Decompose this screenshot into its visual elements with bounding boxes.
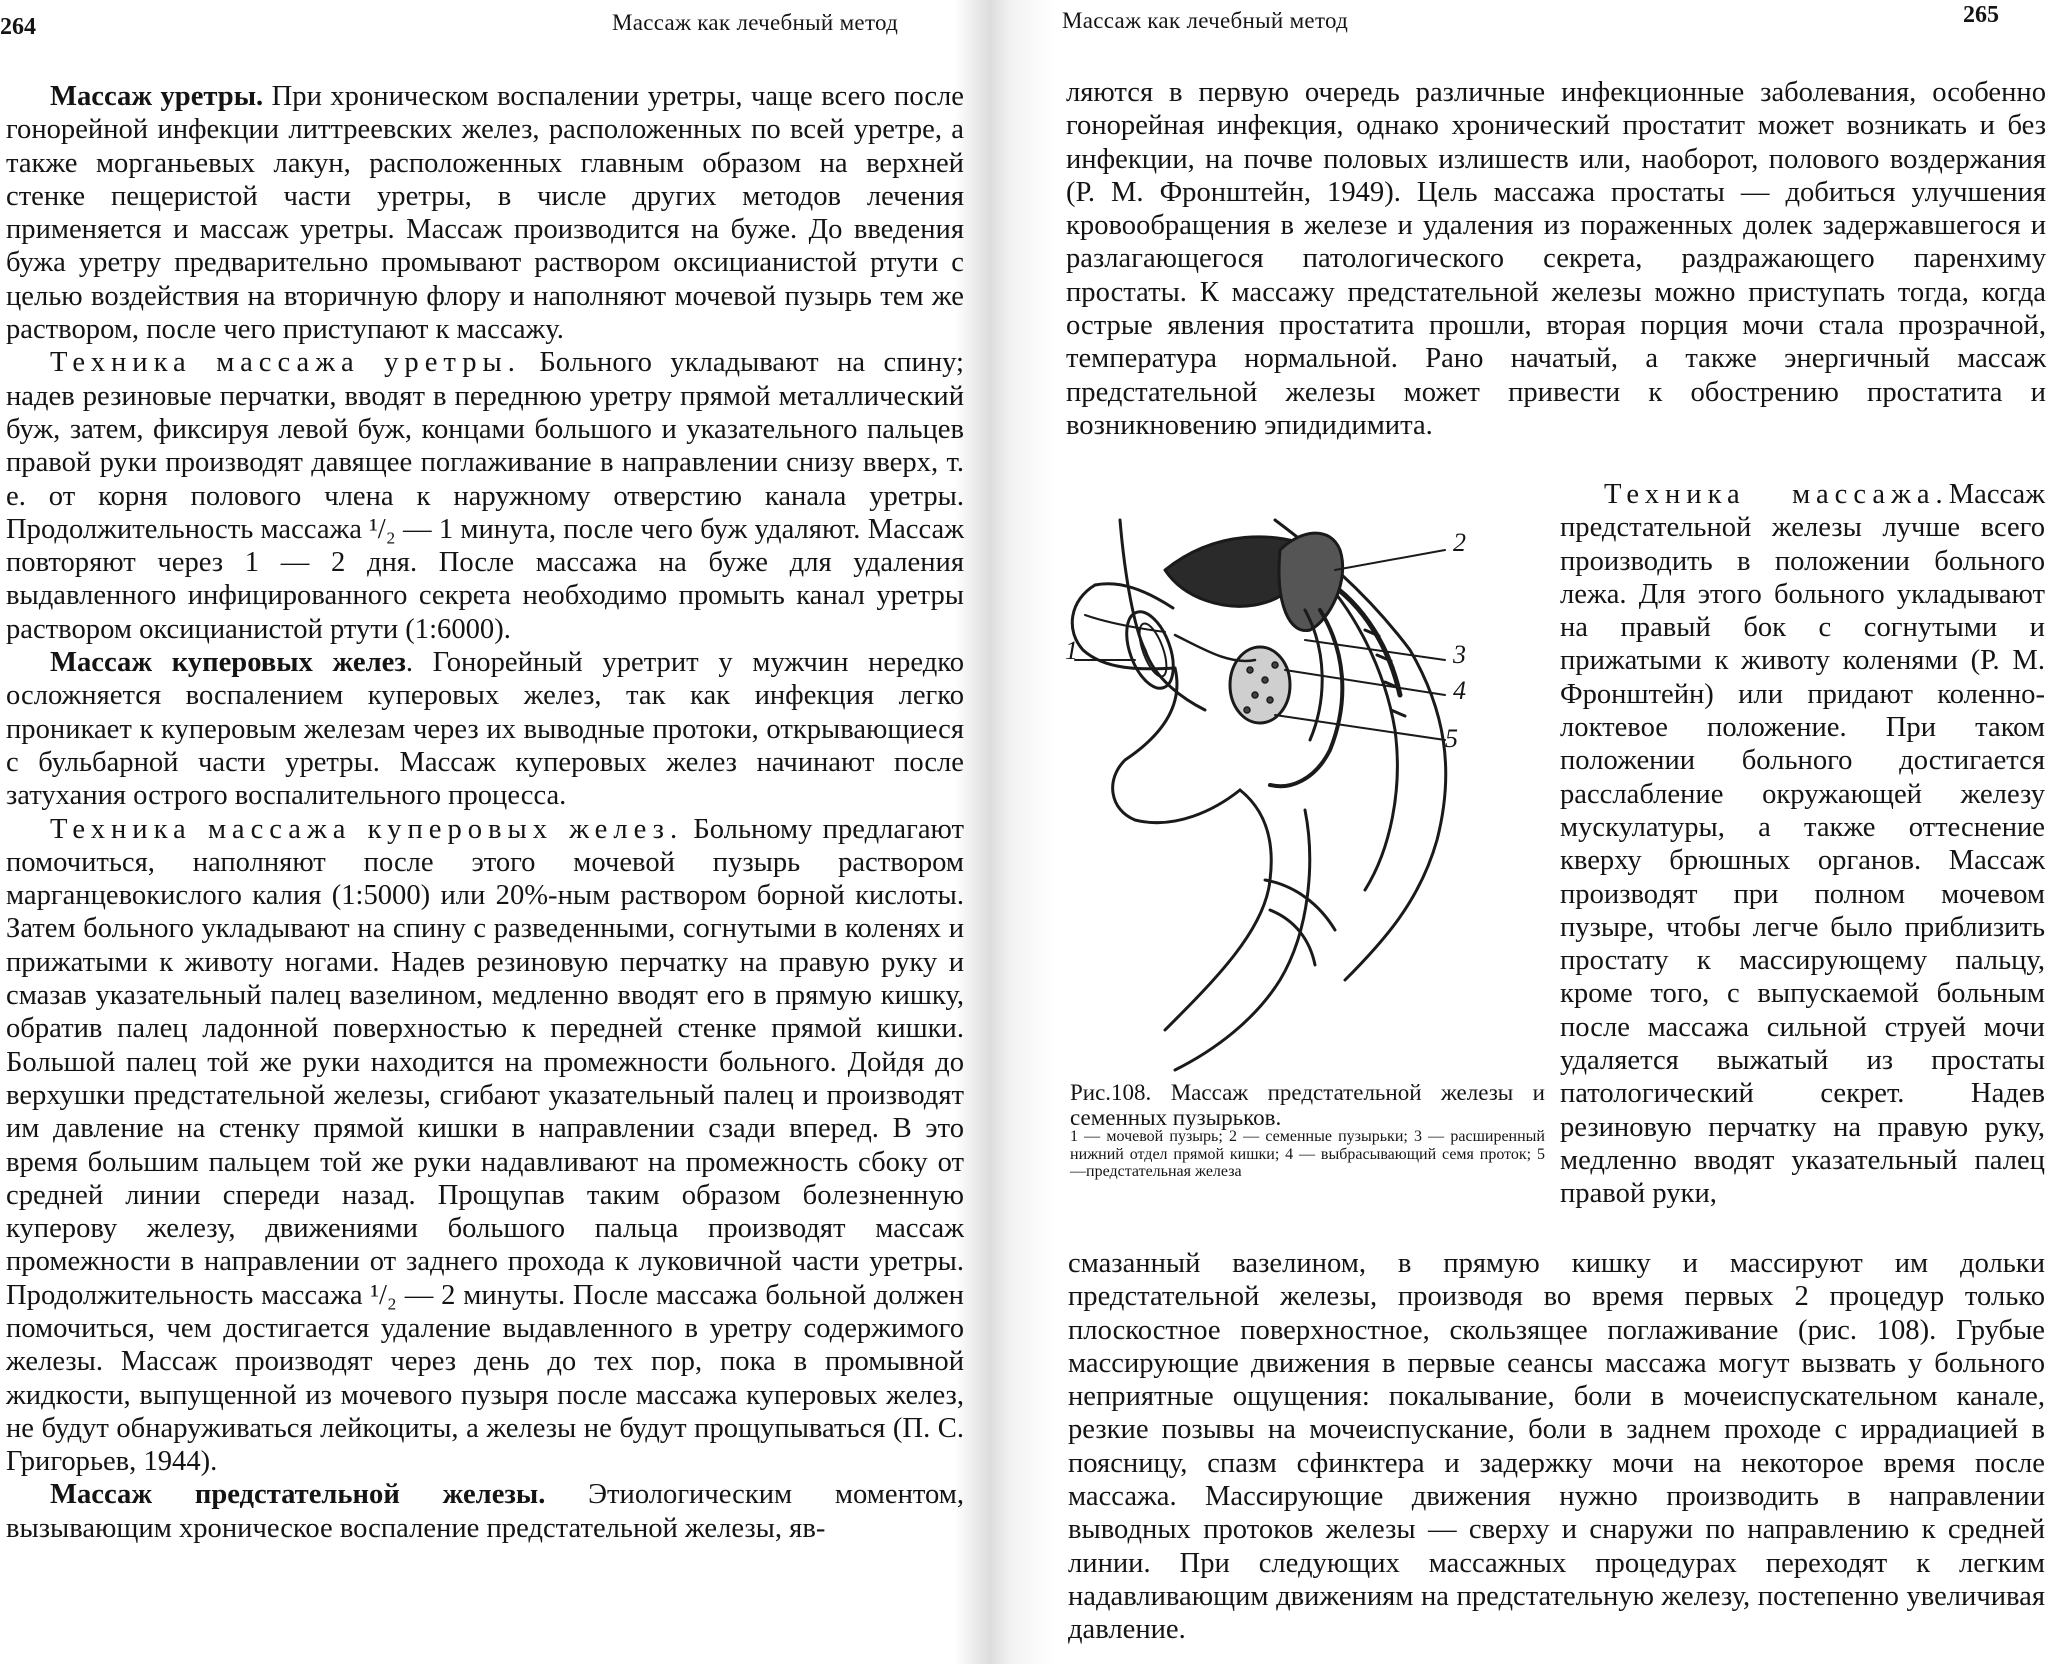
- paragraph-prostate-procedure: смазанный вазелином, в прямую кишку и массируют им дольки предстательной железы, производя во время первых 2 процедур только плоскостное поверхностное, скользящее поглаживание (рис. 108). Грубые массирующие движения в первые сеансы массажа могут вызвать у больного неприятные ощущения: покалывание, боли в мочеиспускательном канале, резкие позывы на мочеиспускание, боли в заднем проходе с иррадиацией в поясницу, спазм сфинктера и задержку мочи на некоторое время после массажа. Массирующие движения нужно производить в направлении выводных протоков железы — сверху и снаружи по направлению к средней линии. При следующих массажных процедурах переходят к легким надавливающим движениям на предстательную железу, постепенно увеличивая давление.: [1068, 1248, 2045, 1646]
- paragraph-prostatitis-etiology: ляются в первую очередь различные инфекционные заболевания, особенно гонорейная инфекция, однако хронический простатит может возникать и без инфекции, на почве половых излишеств или, наоборот, полового воздержания (Р. М. Фронштейн, 1949). Цель массажа простаты — добиться улучшения кровообращения в железе и удаления из пораженных долек задержавшегося и разлагающегося патологического секрета, раздражающего паренхиму простаты. К массажу предстательной железы можно приступать тогда, когда острые явления простатита прошли, вторая порция мочи стала прозрачной, температура нормальной. Рано начатый, а также энергичный массаж предстательной железы может привести к обострению простатита и возникновению эпидидимита.: [1066, 77, 2046, 441]
- left-text-column: [6, 80, 964, 1545]
- right-page-number: 265: [1963, 2, 1999, 28]
- paragraph-urethra-technique: Техника массажа уретры. Больного укладывают на спину; надев резиновые перчатки, вводят в переднюю уретру прямой металлический буж, затем, фиксируя левой буж, концами большого и указательного пальцев правой руки производят давящее поглаживание в направлении снизу вверх, т. е. от корня полового члена к наружному отверстию канала уретры. Продолжительность массажа ¹/₂ — 1 минута, после чего буж удаляют. Массаж повторяют через 1 — 2 дня. После массажа на буже для удаления выдавленного инфицированного секрета необходимо промыть канал уретры раствором оксицианистой ртути (1:6000).: [6, 347, 964, 645]
- paragraph-prostate-technique: Техника массажа.Массаж предстательной железы лучше всего производить в положении больного лежа. Для этого больного укладывают на правый бок с согнутыми и прижатыми к животу коленями (Р. М. Фронштейн) или придают коленно-локтевое положение. При таком положении больного достигается расслабление окружающей железу мускулатуры, а также оттеснение кверху брюшных органов. Массаж производят при полном мочевом пузыре, чтобы легче было приблизить простату к массирующему пальцу, кроме того, с выпускаемой больным после массажа сильной струей мочи удаляется выжатый из простаты патологический секрет. Надев резиновую перчатку на правую руку, медленно вводят указательный палец правой руки,: [1560, 479, 2045, 1210]
- callout-2: 2: [1453, 528, 1466, 557]
- paragraph-prostate-massage: Массаж предстательной железы. Этиологическим моментом, вызывающим хроническое воспаление предстательной железы, яв-: [6, 1479, 964, 1544]
- left-page: [0, 0, 980, 1664]
- left-page-number: 264: [0, 14, 36, 40]
- right-running-head: Массаж как лечебный метод: [1062, 8, 1349, 33]
- callout-3: 3: [1453, 640, 1466, 669]
- pelvis-diagram: [1065, 510, 1545, 1080]
- right-bottom-text: [1068, 1247, 2045, 1647]
- right-wrap-text: [1560, 478, 2045, 1211]
- paragraph-urethra-massage: Массаж уретры. При хроническом воспалении уретры, чаще всего после гонорейной инфекции литтреевских желез, расположенных по всей уретре, а также морганьевых лакун, расположенных главным образом на верхней стенке пещеристой части уретры, в числе других методов лечения применяется и массаж уретры. Массаж производится на буже. До введения бужа уретру предварительно промывают раствором оксицианистой ртути с целью воздействия на вторичную флору и наполняют мочевой пузырь тем же раствором, после чего приступают к массажу.: [6, 81, 964, 346]
- figure-legend: 1 — мочевой пузырь; 2 — семенные пузырьки; 3 — расширенный нижний отдел прямой кишки; 4 — выбрасывающий семя проток; 5 —предстательная железа: [1070, 1128, 1545, 1180]
- left-running-head: Массаж как лечебный метод: [612, 10, 899, 35]
- callout-4: 4: [1453, 676, 1466, 705]
- figure-caption: Рис.108. Массаж предстательной железы и семенных пузырьков.: [1070, 1080, 1545, 1130]
- paragraph-cowper-glands: Массаж куперовых желез. Гонорейный уретрит у мужчин нередко осложняется воспалением куперовых желез, так как инфекция легко проникает к куперовым железам через их выводные протоки, открывающиеся с бульбарной части уретры. Массаж куперовых желез начинают после затухания острого воспалительного процесса.: [6, 647, 964, 812]
- callout-1: 1: [1065, 636, 1078, 665]
- right-top-text: [1066, 76, 2046, 442]
- figure-108-illustration: [1065, 510, 1545, 1080]
- callout-5: 5: [1445, 724, 1458, 753]
- paragraph-cowper-technique: Техника массажа куперовых желез. Больному предлагают помочиться, наполняют после этого мочевой пузырь раствором марганцевокислого калия (1:5000) или 20%-ным раствором борной кислоты. Затем больного укладывают на спину с разведенными, согнутыми в коленях и прижатыми к животу ногами. Надев резиновую перчатку на правую руку и смазав указательный палец вазелином, медленно вводят его в прямую кишку, обратив палец ладонной поверхностью к передней стенке прямой кишки. Большой палец той же руки находится на промежности больного. Дойдя до верхушки предстательной железы, сгибают указательный палец и производят им давление на стенку прямой кишки в направлении сзади вперед. В это время большим пальцем той же руки надавливают на промежность сбоку от средней линии спереди назад. Прощупав таким образом болезненную куперову железу, движениями большого пальца производят массаж промежности в направлении от заднего прохода к луковичной части уретры. Продолжительность массажа ¹/₂ — 2 минуты. После массажа больной должен помочиться, чем достигается удаление выдавленного в уретру содержимого железы. Массаж производят через день до тех пор, пока в промывной жидкости, выпущенной из мочевого пузыря после массажа куперовых желез, не будут обнаруживаться лейкоциты, а железы не будут прощупываться (П. С. Григорьев, 1944).: [6, 813, 964, 1478]
